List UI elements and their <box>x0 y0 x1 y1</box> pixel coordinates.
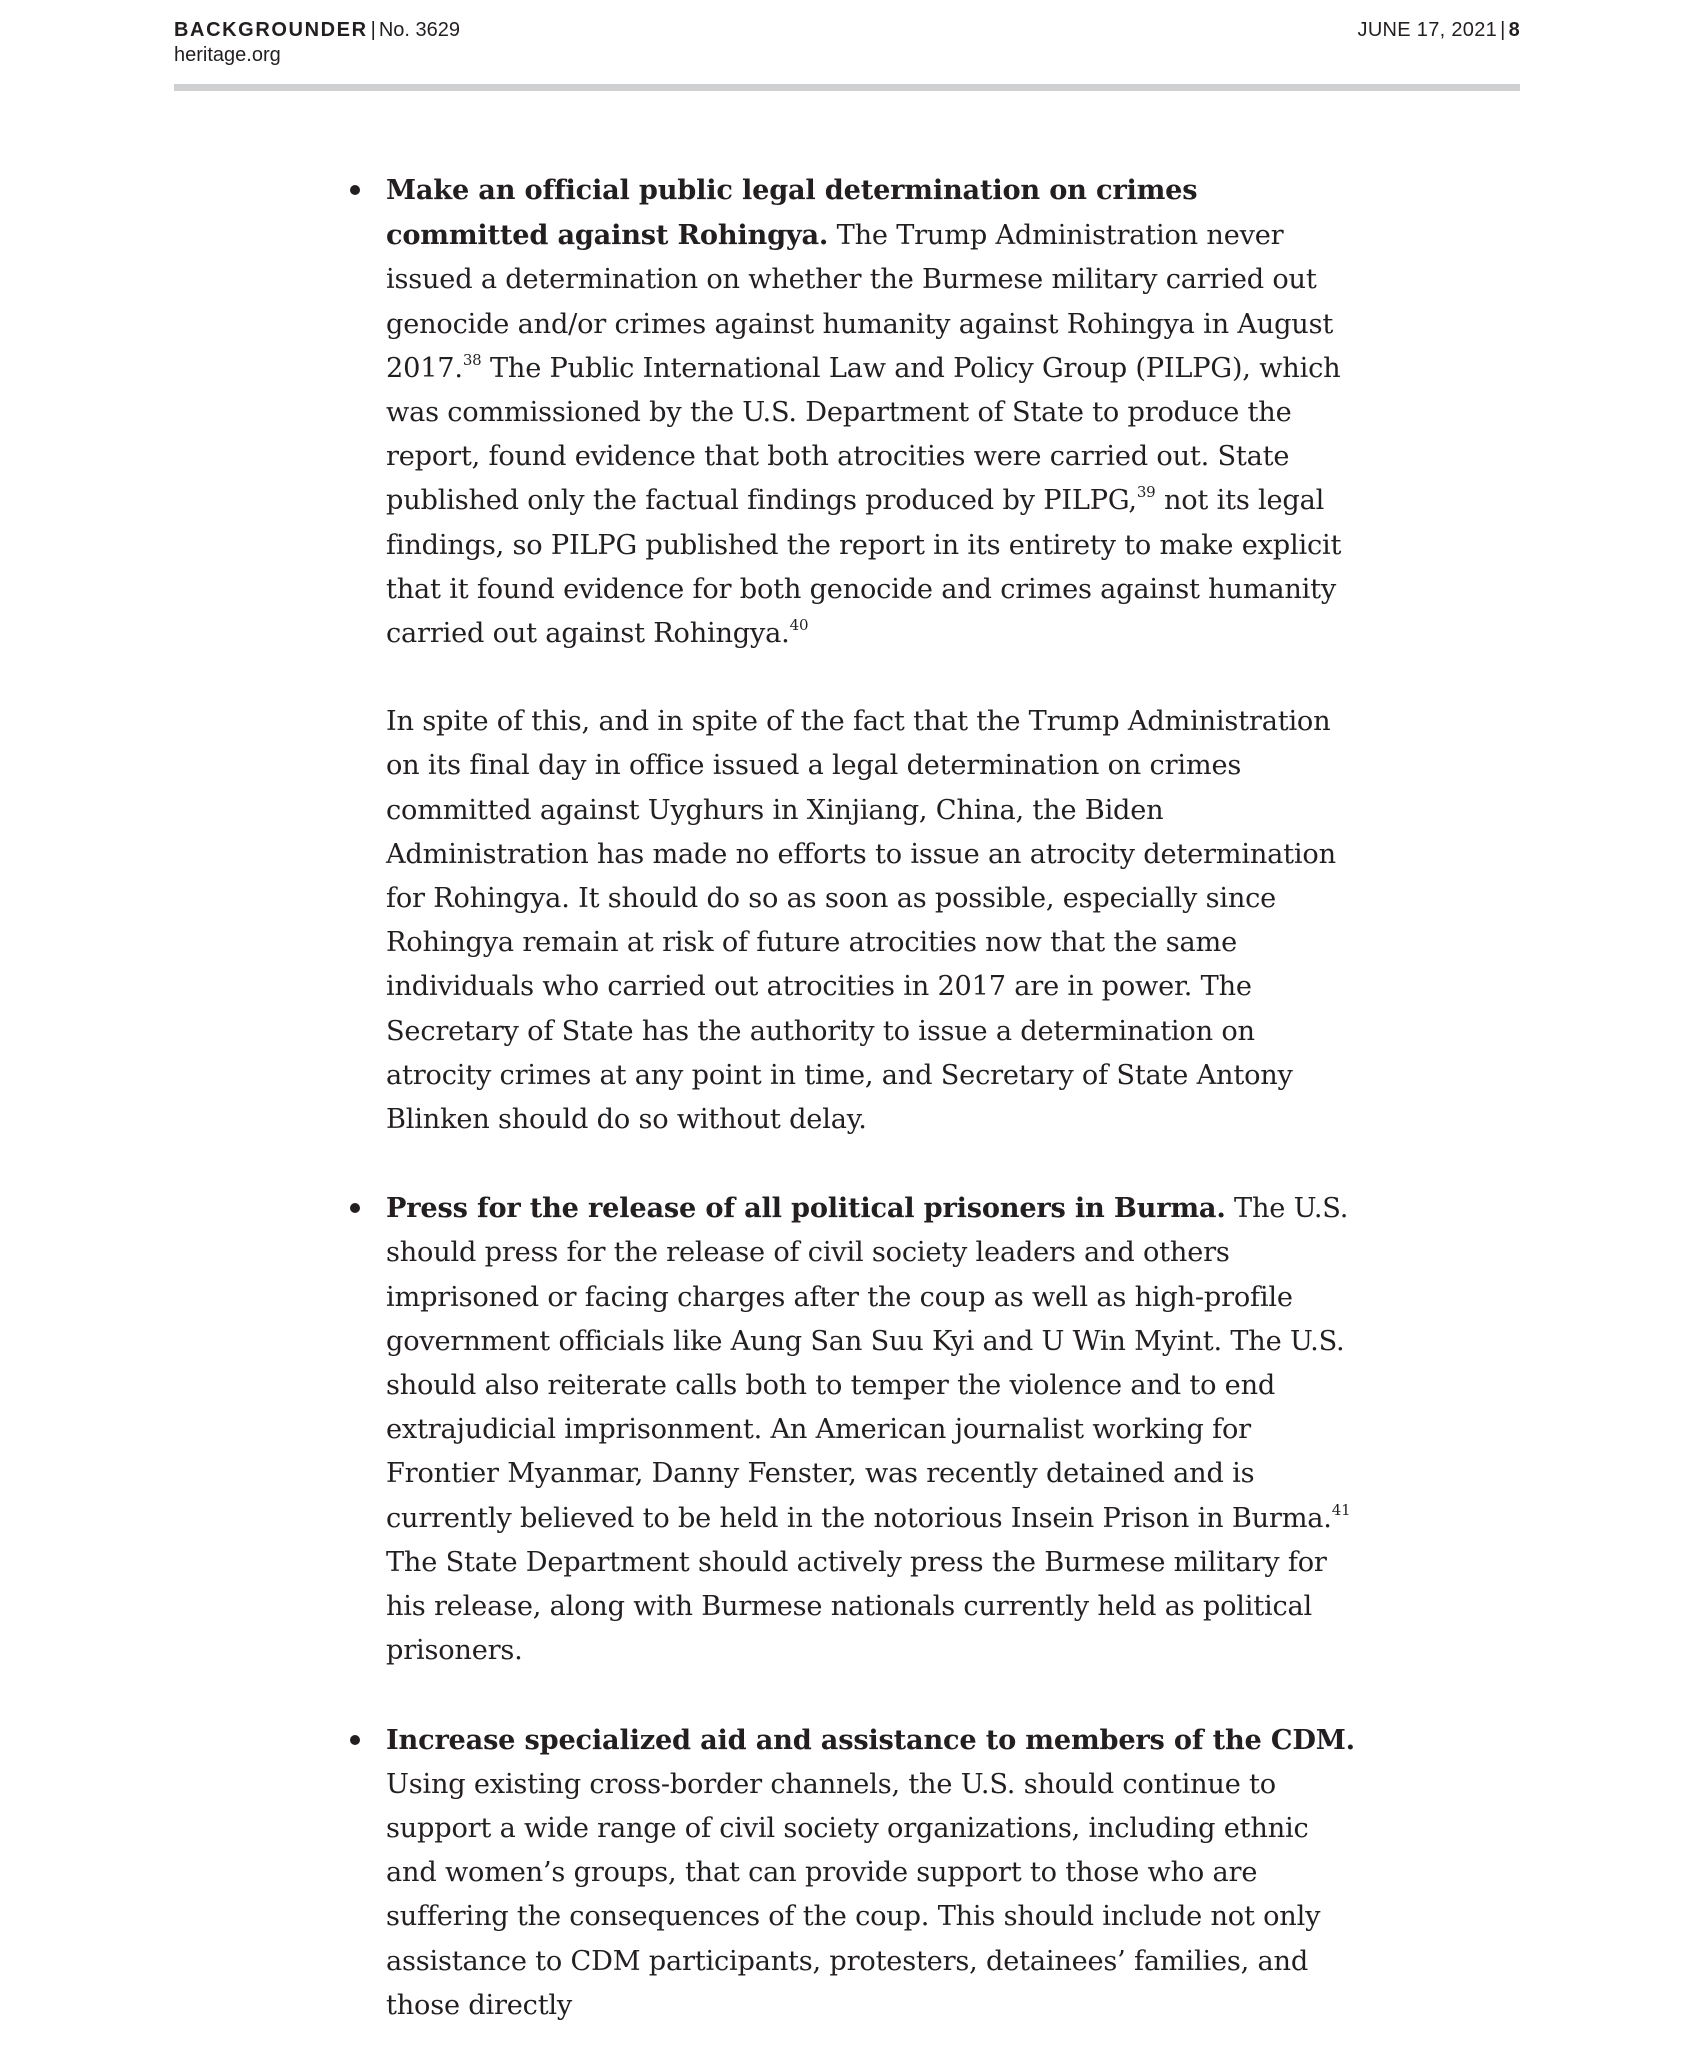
body-text: The U.S. should press for the release of civil society leaders and others imprisoned or facing charges after the coup as well as high-profile government officials like Aung San Suu Kyi and U Win Myint. The U.S. should also reiterate calls both to temper the violence and to end extrajudicial imprisonment. An American journalist working for Frontier Myanmar, Danny Fenster, was recently detained and is currently believed to be held in the notorious Insein Prison in Burma. <box>386 1193 1349 1534</box>
publication-number: No. 3629 <box>378 19 461 41</box>
footnote-ref[interactable]: 39 <box>1136 483 1156 502</box>
footnote-ref[interactable]: 40 <box>789 616 809 635</box>
recommendation-text <box>386 168 1356 656</box>
main-content <box>386 168 1356 2072</box>
recommendation-item <box>386 168 1356 656</box>
bullet-icon <box>350 1735 360 1745</box>
footnote-ref[interactable]: 38 <box>462 350 482 369</box>
header-separator: | <box>370 19 376 41</box>
recommendation-item <box>386 1186 1356 1673</box>
body-text: not its legal findings, so PILPG published the report in its entirety to make explicit that it found evidence for both genocide and crimes against humanity carried out against Rohingya. <box>386 485 1342 650</box>
body-text: Using existing cross-border channels, the U.S. should continue to support a wide range of civil society organizations, including ethnic and women’s groups, that can provide support to those who are suffering the consequences of the coup. This should include not only assistance to CDM participants, protesters, detainees’ families, and those directly <box>386 1768 1321 2021</box>
recommendation-item <box>386 1718 1356 2028</box>
header-left <box>174 18 460 68</box>
header-separator: | <box>1500 19 1506 41</box>
body-text: The State Department should actively press the Burmese military for his release, along with Burmese nationals currently held as political prisoners. <box>386 1546 1327 1667</box>
body-text: The Trump Administration never issued a determination on whether the Burmese military carried out genocide and/or crimes against humanity against Rohingya in August 2017. <box>386 220 1334 384</box>
recommendation-heading: Make an official public legal determination on crimes committed against Rohingya. <box>386 174 1198 252</box>
page-header <box>174 18 1520 66</box>
body-text: The Public International Law and Policy Group (PILPG), which was commissioned by the U.S. Department of State to produce the report, found evidence that both atrocities were carried out. State published only the factual findings produced by PILPG, <box>386 352 1341 517</box>
site-link[interactable]: heritage.org <box>174 44 281 66</box>
page-number: 8 <box>1508 19 1520 41</box>
bullet-icon <box>350 1203 360 1213</box>
body-paragraph: In spite of this, and in spite of the fact that the Trump Administration on its final day in office issued a legal determination on crimes committed against Uyghurs in Xinjiang, China, the Biden Administration has made no efforts to issue an atrocity determination for Rohingya. It should do so as soon as possible, especially since Rohingya remain at risk of future atrocities now that the same individuals who carried out atrocities in 2017 are in power. The Secretary of State has the authority to issue a determination on atrocity crimes at any point in time, and Secretary of State Antony Blinken should do so without delay. <box>386 706 1336 1136</box>
header-rule <box>174 84 1520 91</box>
bullet-icon <box>350 185 360 195</box>
footnote-ref[interactable]: 41 <box>1331 1500 1351 1519</box>
recommendation-text <box>386 1718 1356 2028</box>
header-right <box>1358 18 1520 43</box>
recommendation-text <box>386 1186 1356 1673</box>
publication-date: JUNE 17, 2021 <box>1357 19 1498 41</box>
recommendation-heading: Press for the release of all political prisoners in Burma. <box>386 1192 1226 1225</box>
publication-series: BACKGROUNDER <box>174 19 368 41</box>
recommendation-heading: Increase specialized aid and assistance to members of the CDM. <box>386 1723 1355 1756</box>
